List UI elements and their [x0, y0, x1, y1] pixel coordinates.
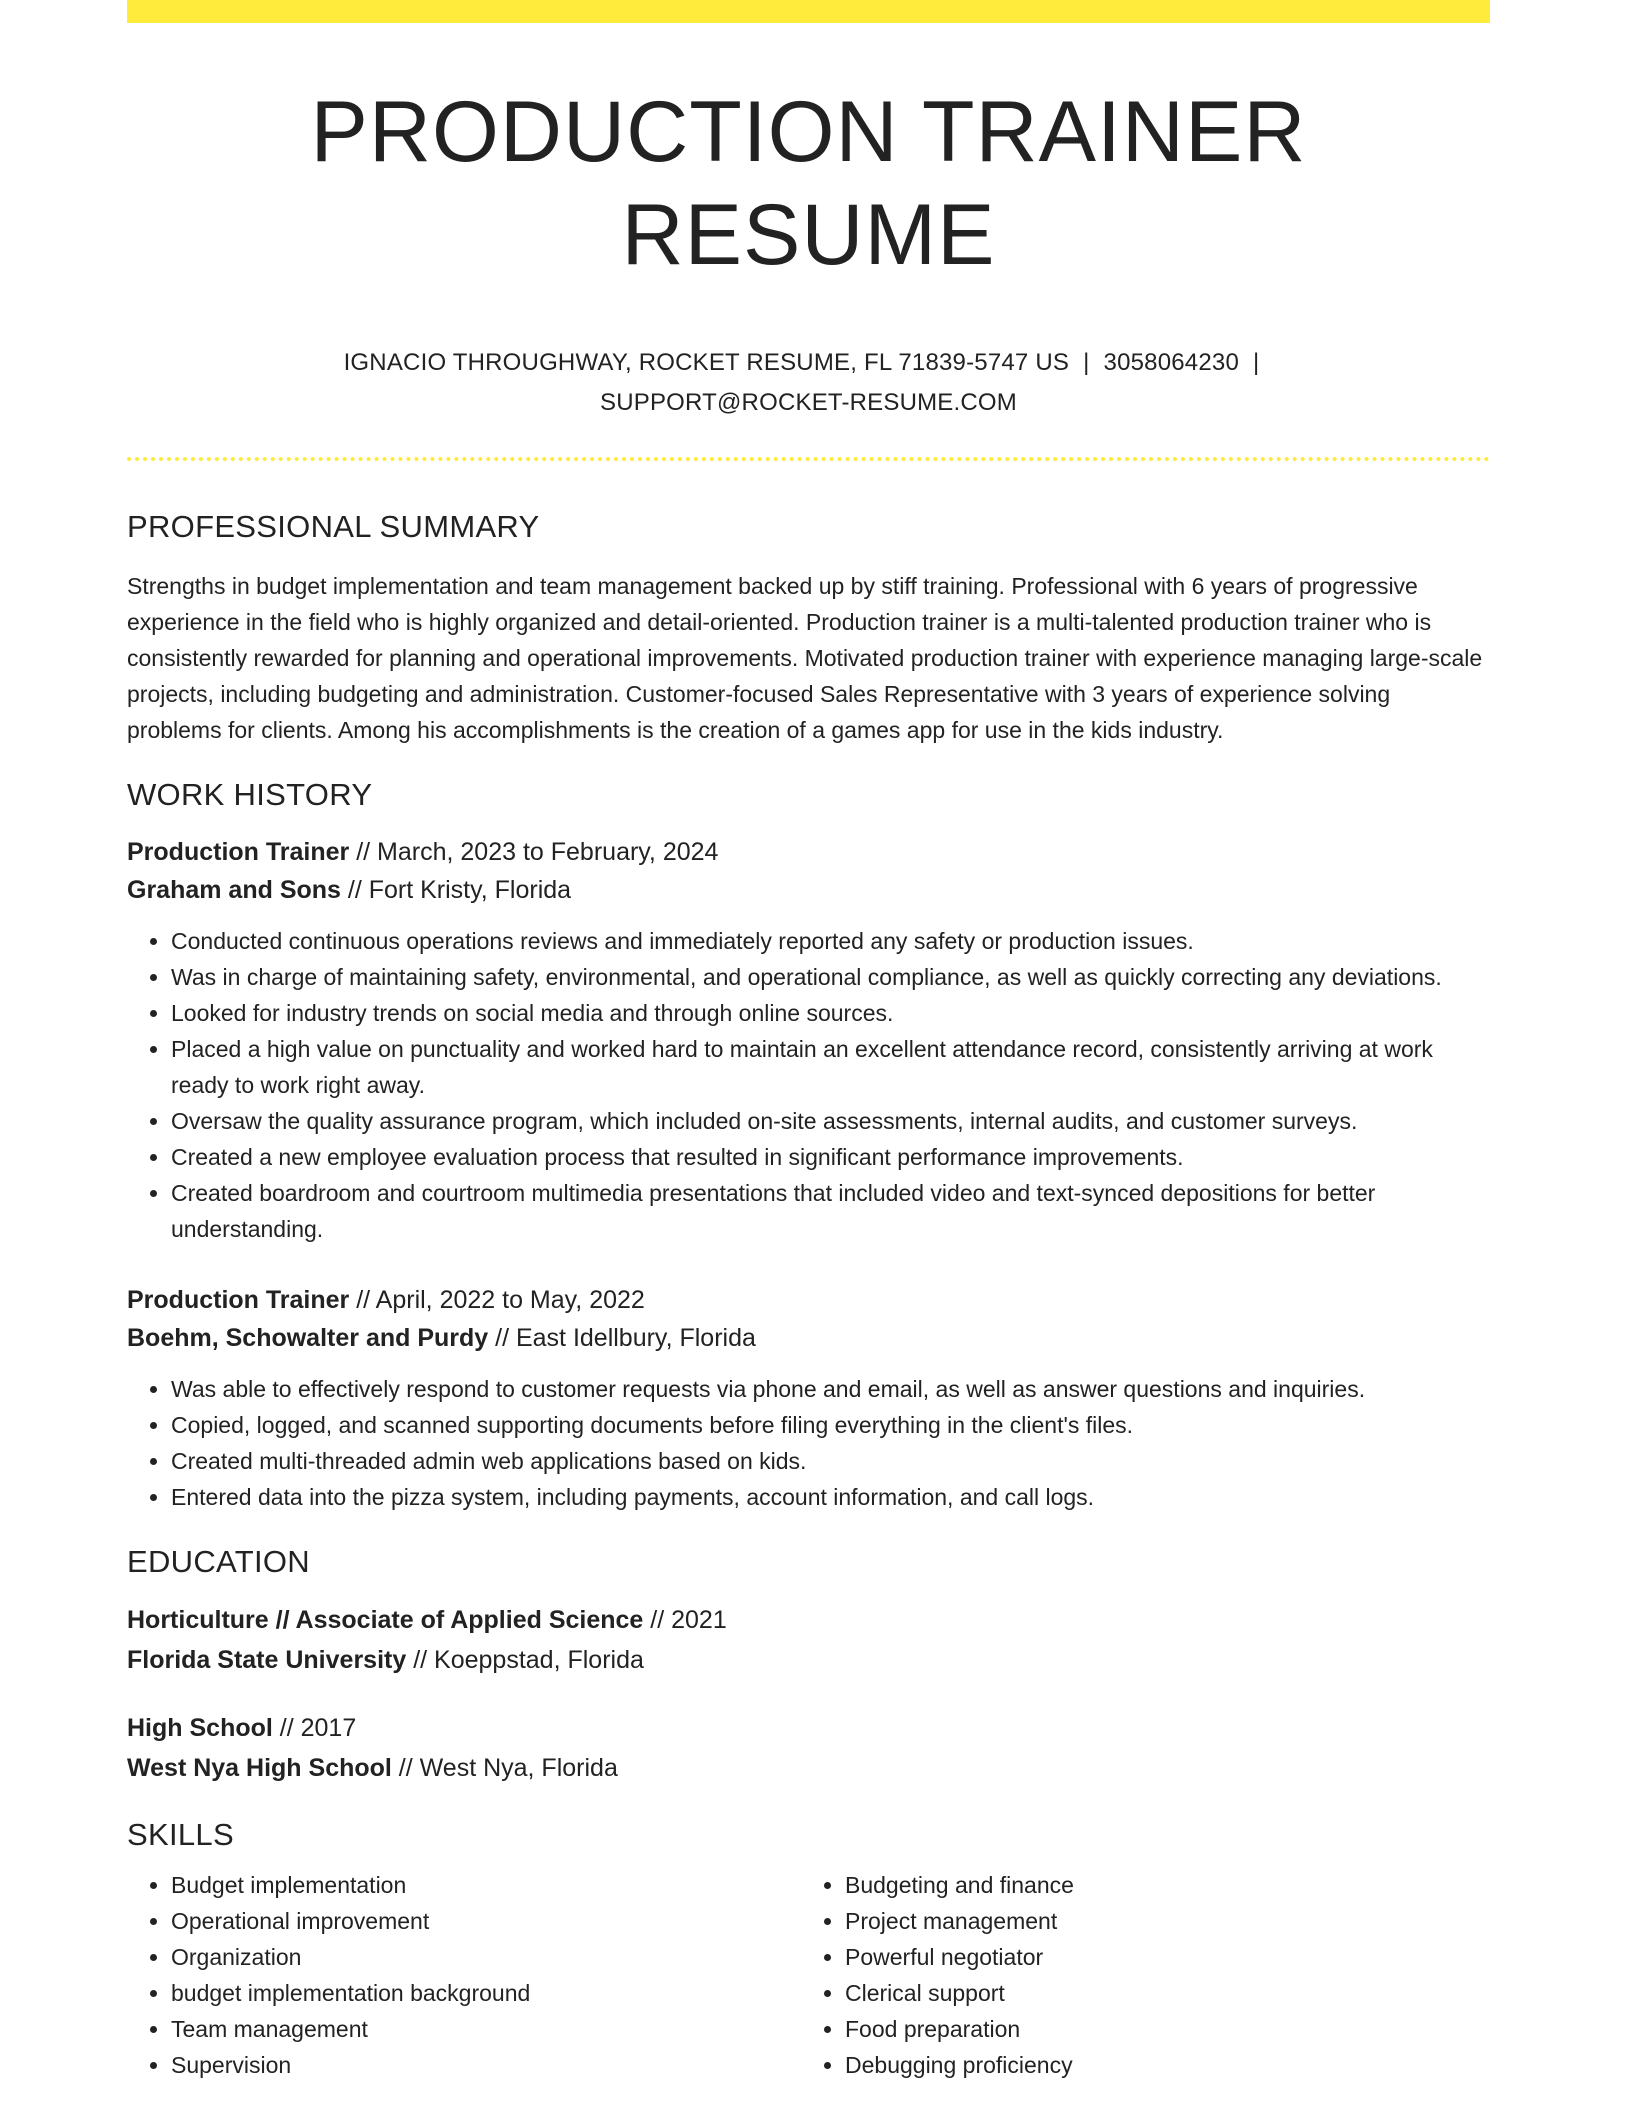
top-accent-bar — [127, 0, 1490, 23]
education-school: West Nya High School — [127, 1753, 392, 1782]
resume-page — [127, 0, 1490, 2083]
skill-item: • Debugging proficiency — [845, 2047, 1475, 2083]
skill-item: • Supervision — [171, 2047, 801, 2083]
education-heading: EDUCATION — [127, 1543, 310, 1579]
job-company-line — [127, 1319, 1490, 1357]
job-entry — [127, 833, 1490, 1247]
skill-item: • budget implementation background — [171, 1975, 801, 2011]
job-location: // East Idellbury, Florida — [488, 1323, 756, 1352]
education-degree-line — [127, 1708, 1490, 1748]
skill-item: • Operational improvement — [171, 1903, 801, 1939]
job-bullet: • Was able to effectively respond to customer requests via phone and email, as well as answer questions and inquiries. — [171, 1371, 1490, 1407]
contact-line-2 — [127, 383, 1490, 423]
job-bullet: • Was in charge of maintaining safety, environmental, and operational compliance, as well as quickly correcting any deviations. — [171, 959, 1490, 995]
skills-columns — [127, 1867, 1490, 2083]
job-bullets — [127, 923, 1490, 1247]
education-school-line — [127, 1640, 1490, 1680]
job-dates: // April, 2022 to May, 2022 — [349, 1285, 645, 1314]
education-year: // 2021 — [643, 1605, 727, 1634]
dotted-divider — [127, 457, 1490, 461]
job-title-line — [127, 833, 1490, 871]
job-company: Boehm, Schowalter and Purdy — [127, 1323, 489, 1352]
job-location: // Fort Kristy, Florida — [340, 875, 572, 904]
education-school-line — [127, 1748, 1490, 1788]
contact-email: SUPPORT@ROCKET-RESUME.COM — [600, 389, 1017, 417]
job-title-line — [127, 1281, 1490, 1319]
job-bullet: • Conducted continuous operations reviews and immediately reported any safety or production issues. — [171, 923, 1490, 959]
job-bullet: • Created a new employee evaluation process that resulted in significant performance improvements. — [171, 1139, 1490, 1175]
contact-info — [127, 343, 1490, 423]
education-location: // Koeppstad, Florida — [406, 1645, 644, 1674]
summary-heading: PROFESSIONAL SUMMARY — [127, 509, 540, 545]
job-bullet: • Created boardroom and courtroom multimedia presentations that included video and text-synced depositions for better understanding. — [171, 1175, 1490, 1247]
job-dates: // March, 2023 to February, 2024 — [349, 837, 719, 866]
job-bullet: • Placed a high value on punctuality and worked hard to maintain an excellent attendance record, consistently arriving at work ready to work right away. — [171, 1031, 1490, 1103]
skill-item: • Budget implementation — [171, 1867, 801, 1903]
work-history-heading: WORK HISTORY — [127, 776, 373, 812]
job-bullets — [127, 1371, 1490, 1515]
contact-line-1 — [127, 343, 1490, 383]
job-bullet: • Oversaw the quality assurance program, which included on-site assessments, internal audits, and customer surveys. — [171, 1103, 1490, 1139]
education-location: // West Nya, Florida — [391, 1753, 618, 1782]
job-company-line — [127, 871, 1490, 909]
education-degree: High School — [127, 1713, 273, 1742]
contact-address: IGNACIO THROUGHWAY, ROCKET RESUME, FL 71839-5747 US — [343, 349, 1070, 377]
education-degree-line — [127, 1600, 1490, 1640]
education-year: // 2017 — [272, 1713, 357, 1742]
summary-text: Strengths in budget implementation and team management backed up by stiff training. Professional with 6 years of progressive experience in the field who is highly organized and detail-oriented. Production trainer is a multi-talented production trainer who is consistently rewarded for planning and operational improvements. Motivated production trainer with experience managing large-scale projects, including budgeting and administration. Customer-focused Sales Representative with 3 years of experience solving problems for clients. Among his accomplishments is the creation of a games app for use in the kids industry. — [127, 572, 1483, 743]
job-bullet: • Created multi-threaded admin web applications based on kids. — [171, 1443, 1490, 1479]
job-entry — [127, 1281, 1490, 1515]
job-title: Production Trainer — [127, 837, 350, 866]
contact-separator: | — [1083, 349, 1090, 377]
skills-heading: SKILLS — [127, 1816, 234, 1852]
skill-item: • Organization — [171, 1939, 801, 1975]
contact-phone: 3058064230 — [1103, 349, 1239, 377]
job-bullet: • Copied, logged, and scanned supporting documents before filing everything in the client's files. — [171, 1407, 1490, 1443]
skill-item: • Clerical support — [845, 1975, 1475, 2011]
job-company: Graham and Sons — [127, 875, 341, 904]
resume-title: PRODUCTION TRAINER RESUME — [310, 84, 1307, 284]
job-bullet: • Looked for industry trends on social media and through online sources. — [171, 995, 1490, 1031]
skill-item: • Food preparation — [845, 2011, 1475, 2047]
education-school: Florida State University — [127, 1645, 407, 1674]
education-entry — [127, 1600, 1490, 1680]
skill-item: • Powerful negotiator — [845, 1939, 1475, 1975]
education-entry — [127, 1708, 1490, 1788]
skill-item: • Team management — [171, 2011, 801, 2047]
job-bullet: • Entered data into the pizza system, including payments, account information, and call logs. — [171, 1479, 1490, 1515]
skills-list-right — [801, 1867, 1475, 2083]
job-title: Production Trainer — [127, 1285, 350, 1314]
contact-separator: | — [1253, 349, 1260, 377]
skill-item: • Project management — [845, 1903, 1475, 1939]
skill-item: • Budgeting and finance — [845, 1867, 1475, 1903]
education-degree: Horticulture // Associate of Applied Science — [127, 1605, 644, 1634]
skills-list-left — [127, 1867, 801, 2083]
